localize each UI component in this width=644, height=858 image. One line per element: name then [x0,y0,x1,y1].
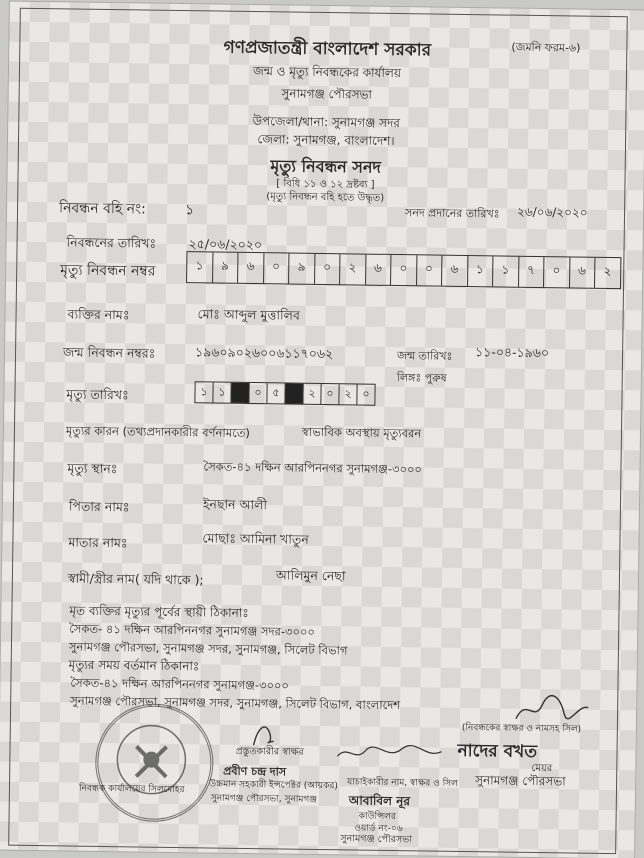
birth-reg-value: ১৯৬০৯০২৬০০৬১১৭০৬২ [194,344,334,362]
reg-digit: ৭ [519,257,545,287]
date-cell: ১ [195,382,213,402]
date-separator [285,383,303,403]
preparer-office: সুনামগঞ্জ পৌরসভা, সুনামগঞ্জ [210,793,318,805]
date-cell: ০ [321,384,339,404]
place-value: সৈকত-৪১ দক্ষিন আরপিননগর সুনামগঞ্জ-৩০০০ [203,459,423,477]
verifier-label: যাচাইকারীর নাম, স্বাক্ষর ও সিল [347,777,458,789]
office-seal-label: নিবন্ধক কার্যালয়ের সিলমোহর [78,783,185,796]
mayor-title: মেয়র [531,762,553,775]
reg-digit: ৯ [213,252,239,282]
death-date-boxes [194,381,375,406]
reg-digit: ১ [493,256,519,286]
councillor-office: সুনামগঞ্জ পৌরসভা [340,833,413,846]
reg-digit: ৬ [366,255,392,285]
father-label: পিতার নামঃ [68,498,130,515]
name-label: ব্যক্তির নামঃ [67,306,130,323]
date-separator [231,383,249,403]
reg-digit: ০ [391,255,417,285]
rule-reference: [ বিধি ১১ ও ১২ দ্রষ্টব্য ] [276,178,375,191]
date-cell: ১ [213,382,231,402]
perm-addr-line2: সুনামগঞ্জ পৌরসভা, সুনামগঞ্জ সদর, সুনামগঞ্জ, সিলেট বিভাগ [68,639,348,658]
curr-addr-line1: সৈকত-৪১ দক্ষিন আরপিননগর সুনামগঞ্জ-৩০০০ [70,675,290,693]
preparer-label: প্রস্তুতকারীর স্বাক্ষর [235,745,304,758]
upazila: উপজেলা/থানা: সুনামগঞ্জ সদর [252,114,401,131]
certificate-paper [0,2,644,858]
book-no-label: নিবন্ধন বহি নং: [58,200,146,218]
municipality-name: সুনামগঞ্জ পৌরসভা [281,86,373,102]
date-cell: ০ [249,383,267,403]
district: জেলা: সুনামগঞ্জ, বাংলাদেশ। [257,132,395,148]
reg-digit: ১ [187,252,213,282]
spouse-label: স্বামী/স্ত্রীর নাম( যদি থাকে ); [67,570,204,588]
reg-digit: ২ [603,263,612,279]
councillor-name: আবাবিল নূর [348,793,411,809]
reg-digit: ২ [340,254,366,284]
reg-digit: ০ [315,254,341,284]
reg-no-label: মৃত্যু নিবন্ধন নম্বর [60,262,156,280]
registrar-sig-label: (নিবন্ধকের স্বাক্ষর ও নামসহ সিল) [461,722,582,735]
date-cell: ২ [339,384,357,404]
mayor-name: নাদের বখত [457,740,538,763]
date-cell: ০ [362,387,370,401]
place-label: মৃত্যু স্থানঃ [67,460,118,477]
issue-date-value: ২৬/০৬/২০২০ [516,204,588,220]
name-value: মোঃ আব্দুল মুত্তালিব [197,306,300,323]
death-date-label: মৃত্যু তারিখঃ [66,386,129,403]
reg-digit: ০ [417,255,443,285]
councillor-ward: ওয়ার্ড নং-০৬ [354,823,403,835]
preparer-signature [248,717,278,747]
cause-label: মৃত্যুর কারন (তথ্যপ্রদানকারীর বর্ণনামতে) [65,423,250,440]
mother-label: মাতার নামঃ [68,534,128,551]
spouse-value: আলিমুন নেছা [275,567,346,584]
reg-date-value: ২৫/০৬/২০২০ [188,236,263,253]
seal-emblem-icon [98,706,205,813]
perm-addr-label: মৃত ব্যক্তির মৃত্যুর পূর্বের স্থায়ী ঠিকানাঃ [69,603,249,620]
preparer-title: উচ্চমান সহকারী ইন্সপেক্টর (আয়কর) [208,779,338,792]
office-name: জন্ম ও মৃত্যু নিবন্ধকের কার্যালয় [252,64,402,81]
verifier-signature [335,742,445,766]
curr-addr-label: মৃত্যুর সময় বর্তমান ঠিকানাঃ [68,657,200,674]
reg-digit: ৬ [238,253,264,283]
book-no-value: ১ [184,202,195,219]
form-number: (জমনি ফরম-৬) [511,40,581,55]
mayor-office: সুনামগঞ্জ পৌরসভা [475,773,566,789]
perm-addr-line1: সৈকত- ৪১ দক্ষিন আরপিননগর সুনামগঞ্জ সদর-৩০০০ [69,621,316,639]
source-note: (মৃত্যু নিবন্ধন বহি হতে উদ্ধৃত) [266,191,385,204]
sex-value: লিঙ্গঃ পুরুষ [396,371,447,385]
reg-digit: ১ [468,256,494,286]
birth-date-value: ১১-০৪-১৯৬০ [475,344,550,361]
birth-reg-label: জন্ম নিবন্ধন নম্বরঃ [62,344,156,361]
father-value: ইনছান আলী [202,496,268,513]
date-cell: ৫ [267,383,285,403]
birth-date-label: জন্ম তারিখঃ [396,349,453,363]
reg-digit: ৬ [442,256,468,286]
reg-digit: ৬ [570,257,596,287]
cause-value: স্বাভাবিক অবস্থায় মৃত্যুবরন [301,424,422,441]
reg-date-label: নিবন্ধনের তারিখঃ [66,234,157,251]
reg-digit: ৯ [289,254,315,284]
curr-addr-line2: সুনামগঞ্জ পৌরসভা, সুনামগঞ্জ সদর, সুনামগঞ্জ, সিলেট বিভাগ, বাংলাদেশ [70,693,401,713]
reg-digit: ০ [544,257,570,287]
preparer-name: প্রবীণ চন্দ্র দাস [223,764,287,779]
office-seal [95,703,215,823]
reg-digit: ০ [264,253,290,283]
mother-value: মোছাঃ আমিনা খাতুন [202,530,309,547]
issue-date-label: সনদ প্রদানের তারিখঃ [404,206,500,221]
govt-title: গণপ্রজাতন্ত্রী বাংলাদেশ সরকার [223,37,432,61]
councillor-title: কাউন্সিলর [358,811,396,823]
reg-no-boxes [186,251,621,289]
date-cell: ২ [303,384,321,404]
certificate-title: মৃত্যু নিবন্ধন সনদ [270,156,382,177]
